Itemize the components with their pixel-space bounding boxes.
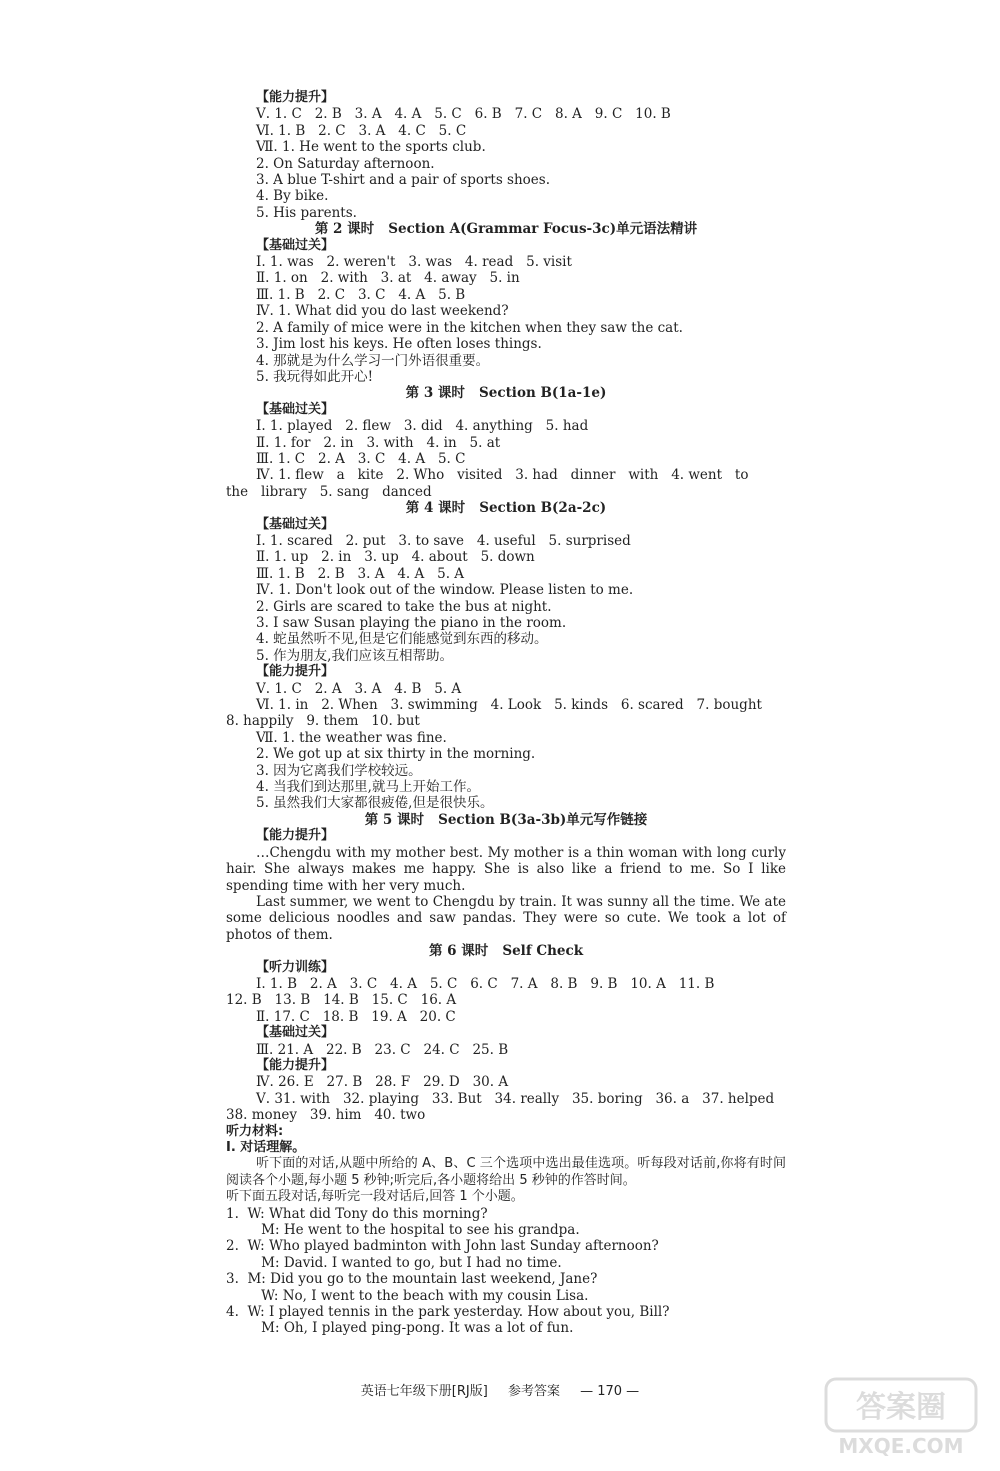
section-tag: 【能力提升】 xyxy=(256,828,335,844)
answer-line: Ⅴ. 1. C 2. B 3. A 4. A 5. C 6. B 7. C 8. A 9. C 10. B xyxy=(256,106,671,123)
answer-line: Ⅶ. 1. the weather was fine. xyxy=(256,729,447,746)
essay-paragraph: …Chengdu with my mother best. My mother is a thin woman with long curly hair. She always makes me happy. She is also like a friend to me. So I like spending time with her very much. xyxy=(226,844,786,894)
section-tag: 【能力提升】 xyxy=(256,664,335,680)
answer-line: 5. 作为朋友,我们应该互相帮助。 xyxy=(256,647,453,664)
answer-line: 5. His parents. xyxy=(256,204,357,221)
answer-line: Ⅵ. 1. B 2. C 3. A 4. C 5. C xyxy=(256,122,467,139)
section-tag: 【基础过关】 xyxy=(256,516,335,532)
watermark-icon xyxy=(822,1371,982,1461)
answer-line: Ⅲ. 1. B 2. C 3. C 4. A 5. B xyxy=(256,286,466,303)
footer-page-number: — 170 — xyxy=(580,1384,640,1399)
section-tag: 【基础过关】 xyxy=(256,1025,335,1041)
answer-line: 3. Jim lost his keys. He often loses things. xyxy=(256,336,542,353)
answer-line: Ⅰ. 1. B 2. A 3. C 4. A 5. C 6. C 7. A 8. B 9. B 10. A 11. B xyxy=(256,975,715,992)
answer-line: Ⅱ. 1. for 2. in 3. with 4. in 5. at xyxy=(256,434,501,451)
answer-line: 4. 当我们到达那里,就马上开始工作。 xyxy=(256,779,480,796)
listening-heading: Ⅰ. 对话理解。 xyxy=(226,1140,306,1155)
answer-line: 2. On Saturday afternoon. xyxy=(256,155,435,172)
answer-line: Ⅰ. 1. played 2. flew 3. did 4. anything 5. had xyxy=(256,418,589,435)
section-tag: 【听力训练】 xyxy=(256,959,335,975)
answer-line: 4. W: I played tennis in the park yesterday. How about you, Bill? xyxy=(226,1304,670,1321)
answer-line: Ⅰ. 1. was 2. weren't 3. was 4. read 5. visit xyxy=(256,254,572,271)
answer-line: 2. W: Who played badminton with John last Sunday afternoon? xyxy=(226,1238,659,1255)
answer-line: Ⅵ. 1. in 2. When 3. swimming 4. Look 5. kinds 6. scared 7. bought xyxy=(256,697,762,714)
answer-line: Ⅳ. 26. E 27. B 28. F 29. D 30. A xyxy=(256,1074,509,1091)
section-tag: 【基础过关】 xyxy=(256,237,335,253)
lesson-heading: 第 4 课时 Section B(2a-2c) xyxy=(405,500,607,517)
answer-line: 3. I saw Susan playing the piano in the room. xyxy=(256,615,567,631)
answer-line: 4. By bike. xyxy=(256,188,329,205)
section-tag: 【能力提升】 xyxy=(256,1057,335,1073)
dialogue-line: M: Oh, I played ping-pong. It was a lot of fun. xyxy=(244,1320,574,1337)
answer-line: Ⅴ. 1. C 2. A 3. A 4. B 5. A xyxy=(256,680,462,697)
lesson-heading: 第 5 课时 Section B(3a-3b)单元写作链接 xyxy=(364,811,648,828)
answer-line: 5. 虽然我们大家都很疲倦,但是很快乐。 xyxy=(256,795,494,812)
dialogue-line: M: He went to the hospital to see his grandpa. xyxy=(244,1222,580,1239)
section-tag: 【基础过关】 xyxy=(256,401,335,417)
lesson-heading: 第 6 课时 Self Check xyxy=(428,943,584,960)
listening-directions: 听下面的对话,从题中所给的 A、B、C 三个选项中选出最佳选项。听每段对话前,你将有时间阅读各个小题,每小题 5 秒钟;听完后,各小题将给出 5 秒钟的作答时间。 xyxy=(226,1156,786,1188)
answer-line: Ⅴ. 31. with 32. playing 33. But 34. really 35. boring 36. a 37. helped xyxy=(256,1090,775,1107)
listening-heading: 听力材料: xyxy=(226,1123,284,1139)
answer-line: Ⅶ. 1. He went to the sports club. xyxy=(256,139,486,156)
answer-line: Ⅰ. 1. scared 2. put 3. to save 4. useful 5. surprised xyxy=(256,532,631,549)
answer-line: 3. A blue T-shirt and a pair of sports shoes. xyxy=(256,172,551,189)
answer-line: Ⅳ. 1. Don't look out of the window. Please listen to me. xyxy=(256,582,634,599)
answer-line: 2. We got up at six thirty in the morning. xyxy=(256,746,536,763)
answer-line: 1. W: What did Tony do this morning? xyxy=(226,1205,488,1222)
answer-line: 4. 蛇虽然听不见,但是它们能感觉到东西的移动。 xyxy=(256,631,548,648)
section-tag: 【能力提升】 xyxy=(256,90,335,105)
answer-line: 8. happily 9. them 10. but xyxy=(226,713,420,730)
dialogue-line: W: No, I went to the beach with my cousin Lisa. xyxy=(244,1287,589,1304)
answer-line: 2. A family of mice were in the kitchen when they saw the cat. xyxy=(256,319,683,336)
answer-page xyxy=(226,90,786,1337)
answer-line: Ⅱ. 1. up 2. in 3. up 4. about 5. down xyxy=(256,549,535,566)
answer-line: 3. M: Did you go to the mountain last weekend, Jane? xyxy=(226,1271,598,1288)
answer-line: Ⅳ. 1. flew a kite 2. Who visited 3. had dinner with 4. went to xyxy=(256,467,749,484)
lesson-heading: 第 3 课时 Section B(1a-1e) xyxy=(405,385,607,402)
watermark-logo xyxy=(822,1371,982,1461)
dialogue-line: M: David. I wanted to go, but I had no time. xyxy=(244,1254,562,1271)
answer-line: 5. 我玩得如此开心! xyxy=(256,368,374,385)
answer-line: Ⅲ. 1. C 2. A 3. C 4. A 5. C xyxy=(256,450,466,467)
footer-section: 参考答案 xyxy=(507,1384,560,1399)
answer-line: Ⅳ. 1. What did you do last weekend? xyxy=(256,303,509,320)
watermark-url: MXQE.COM xyxy=(838,1434,964,1458)
answer-line: Ⅱ. 17. C 18. B 19. A 20. C xyxy=(256,1008,456,1025)
answer-line: 4. 那就是为什么学习一门外语很重要。 xyxy=(256,352,490,369)
answer-line: 38. money 39. him 40. two xyxy=(226,1107,426,1124)
answer-line: Ⅲ. 1. B 2. B 3. A 4. A 5. A xyxy=(256,565,465,582)
listening-instruction: 听下面五段对话,每听完一段对话后,回答 1 个小题。 xyxy=(226,1189,524,1205)
essay-paragraph: Last summer, we went to Chengdu by train. It was sunny all the time. We ate some delicious noodles and saw pandas. They were so cute. We took a lot of photos of them. xyxy=(226,893,786,943)
answer-line: the library 5. sang danced xyxy=(226,483,432,500)
answer-line: Ⅱ. 1. on 2. with 3. at 4. away 5. in xyxy=(256,270,520,287)
lesson-heading: 第 2 课时 Section A(Grammar Focus-3c)单元语法精讲 xyxy=(314,221,698,238)
answer-line: Ⅲ. 21. A 22. B 23. C 24. C 25. B xyxy=(256,1041,509,1058)
answer-line: 2. Girls are scared to take the bus at night. xyxy=(256,598,552,615)
footer-book-title: 英语七年级下册[RJ版] xyxy=(360,1384,488,1399)
watermark-text: 答案圈 xyxy=(856,1390,946,1425)
answer-line: 12. B 13. B 14. B 15. C 16. A xyxy=(226,992,457,1009)
answer-line: 3. 因为它离我们学校较远。 xyxy=(256,762,422,779)
